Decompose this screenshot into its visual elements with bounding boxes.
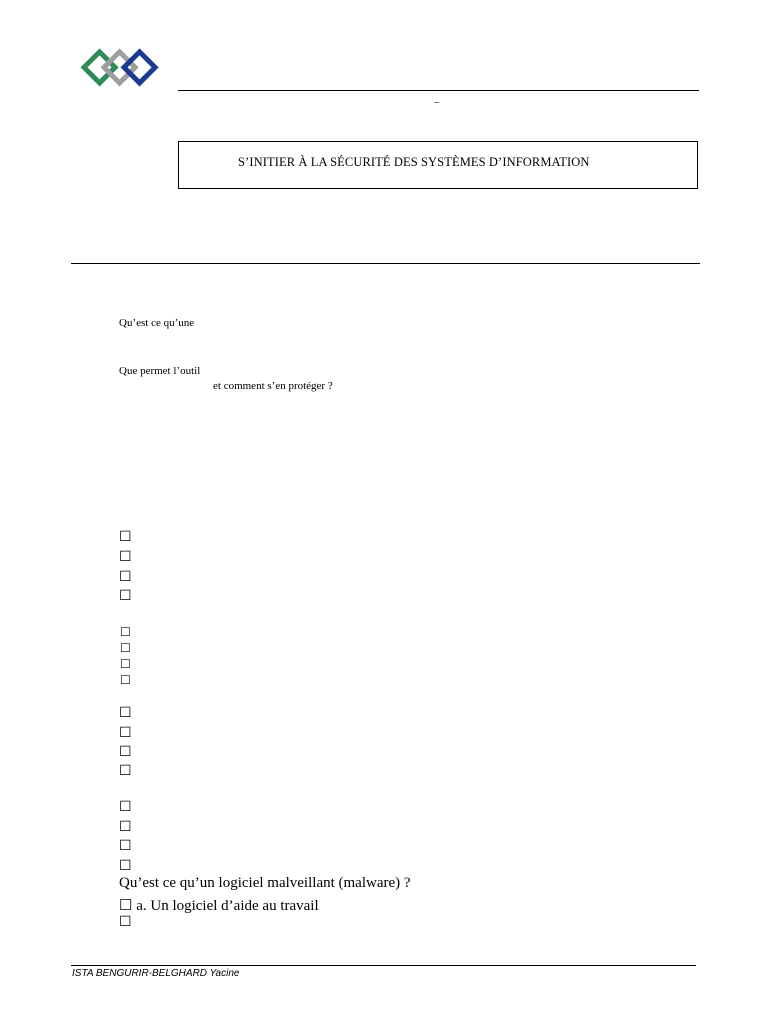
document-title: S’INITIER À LA SÉCURITÉ DES SYSTÈMES D’INFORMATION [238,154,590,169]
checkbox[interactable]: ☐ [119,800,132,815]
header-dash: – [434,96,440,108]
checkbox[interactable]: ☐ [119,745,132,760]
question-3: Qu’est ce qu’un logiciel malveillant (malware) ? [119,875,411,891]
checkbox[interactable]: ☐ [120,641,131,655]
checkbox[interactable]: ☐ [120,673,131,687]
footer-text: ISTA BENGURIR-BELGHARD Yacine [72,968,240,979]
checkbox[interactable]: ☐ [119,764,132,779]
checkbox[interactable]: ☐ [120,657,131,671]
logo-icon [80,45,160,90]
title-box [178,141,698,189]
question-2-line-1: Que permet l’outil [119,365,201,377]
checkbox[interactable]: ☐ [119,915,132,930]
question-1: Qu’est ce qu’une [119,317,195,329]
checkbox[interactable]: ☐ [119,726,132,741]
checkbox[interactable]: ☐ [119,570,132,585]
section-rule [71,263,700,264]
checkbox[interactable]: ☐ [119,706,132,721]
checkbox[interactable]: ☐ [119,820,132,835]
checkbox[interactable]: ☐ [119,589,132,604]
checkbox[interactable]: ☐ [119,839,132,854]
option-a-label: a. Un logiciel d’aide au travail [136,898,319,914]
checkbox[interactable]: ☐ [120,625,131,639]
option-a[interactable] [119,896,319,915]
checkbox[interactable]: ☐ [119,898,133,914]
question-2-line-2: et comment s’en protéger ? [213,380,333,392]
footer-rule [71,965,696,966]
header-rule [178,90,699,91]
checkbox[interactable]: ☐ [119,550,132,565]
checkbox[interactable]: ☐ [119,530,132,545]
checkbox[interactable]: ☐ [119,859,132,874]
